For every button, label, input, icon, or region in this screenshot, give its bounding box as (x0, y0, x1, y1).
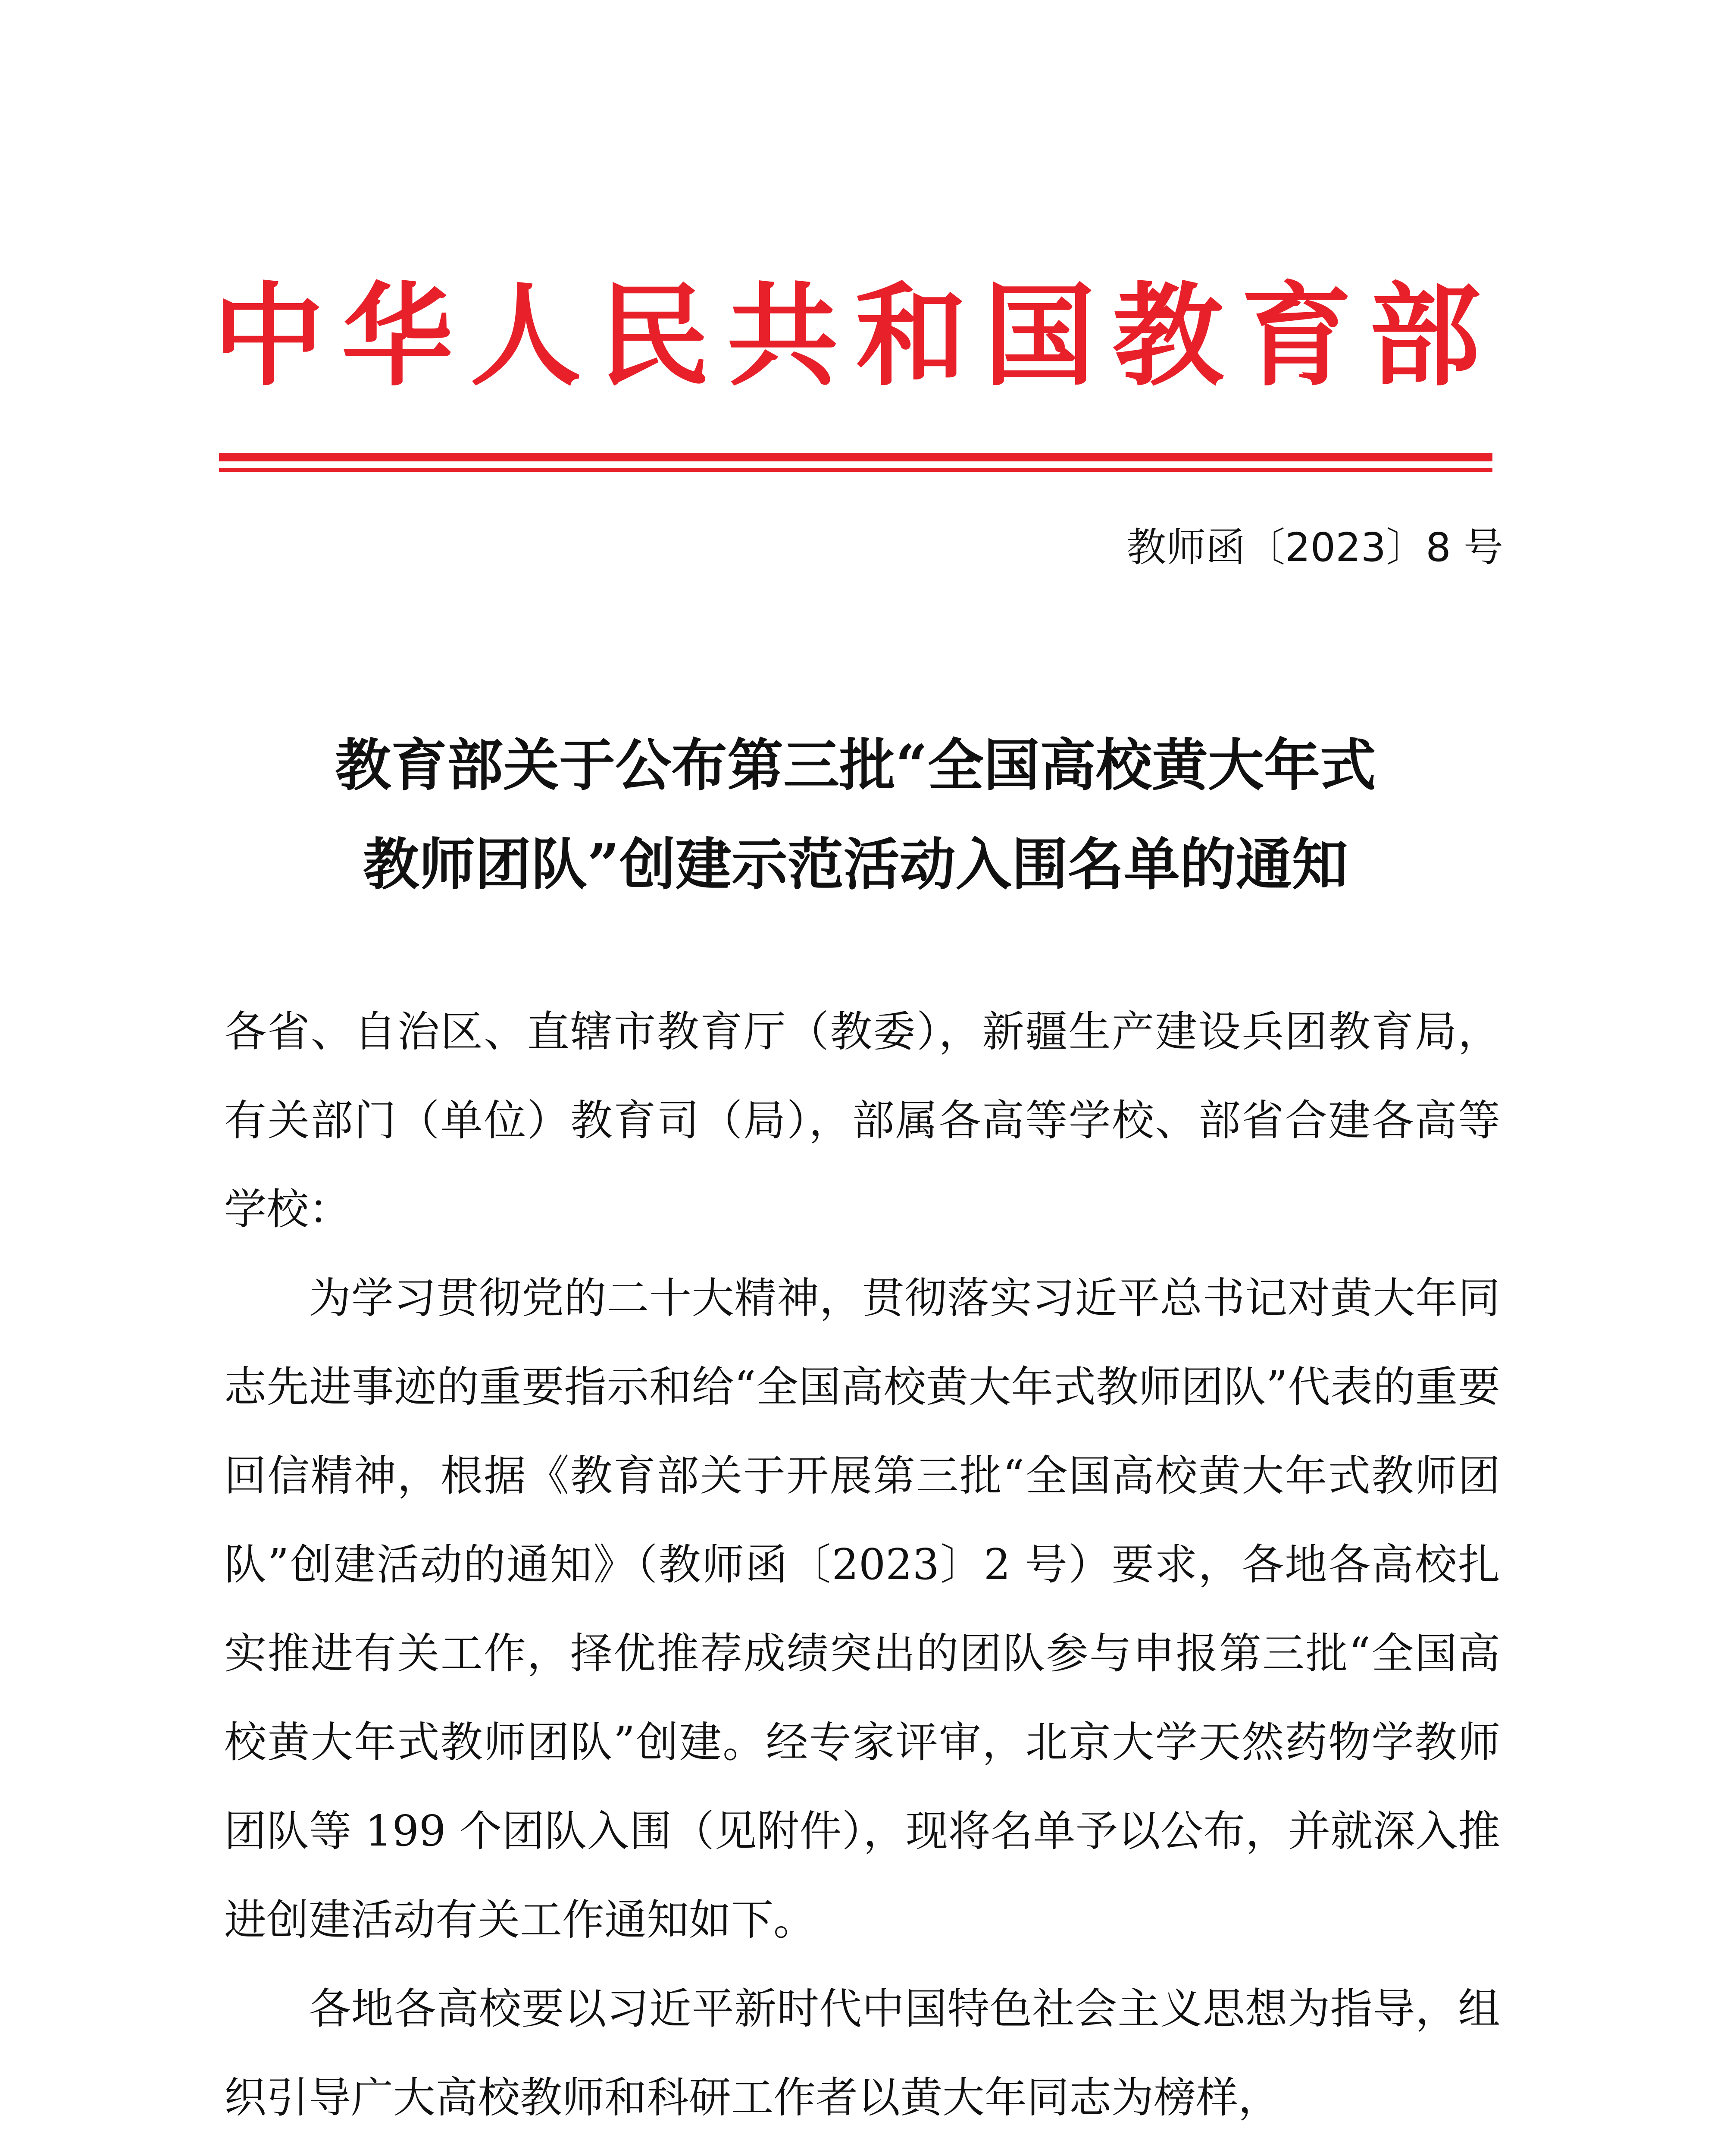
title-line-1: 教育部关于公布第三批“全国高校黄大年式 (335, 732, 1376, 798)
salutation: 各省、自治区、直辖市教育厅（教委），新疆生产建设兵团教育局，有关部门（单位）教育司（局），部属各高等学校、部省合建各高等学校： (224, 1007, 1500, 1234)
document-number: 教师函〔2023〕8 号 (1126, 524, 1503, 570)
body-paragraph-2: 各地各高校要以习近平新时代中国特色社会主义思想为指导，组织引导广大高校教师和科研工作者以黄大年同志为榜样， (224, 1984, 1500, 2122)
red-rule-top-thin (219, 468, 1492, 472)
body-paragraph-1: 为学习贯彻党的二十大精神，贯彻落实习近平总书记对黄大年同志先进事迹的重要指示和给“全国高校黄大年式教师团队”代表的重要回信精神，根据《教育部关于开展第三批“全国高校黄大年式教师团队”创建活动的通知》（教师函〔2023〕2 号）要求，各地各高校扎实推进有关工作，择优推荐成绩突出的团队参与申报第三批“全国高校黄大年式教师团队”创建。经专家评审，北京大学天然药物学教师团队等 199 个团队入围（见附件），现将名单予以公布，并就深入推进创建活动有关工作通知如下。 (224, 1274, 1500, 1945)
document-body (224, 987, 1500, 2142)
red-rule-top-thick (219, 453, 1492, 461)
title-line-2: 教师团队”创建示范活动入围名单的通知 (363, 831, 1348, 897)
document-title (181, 716, 1530, 914)
issuer-heading: 中华人民共和国教育部 (213, 272, 1498, 401)
